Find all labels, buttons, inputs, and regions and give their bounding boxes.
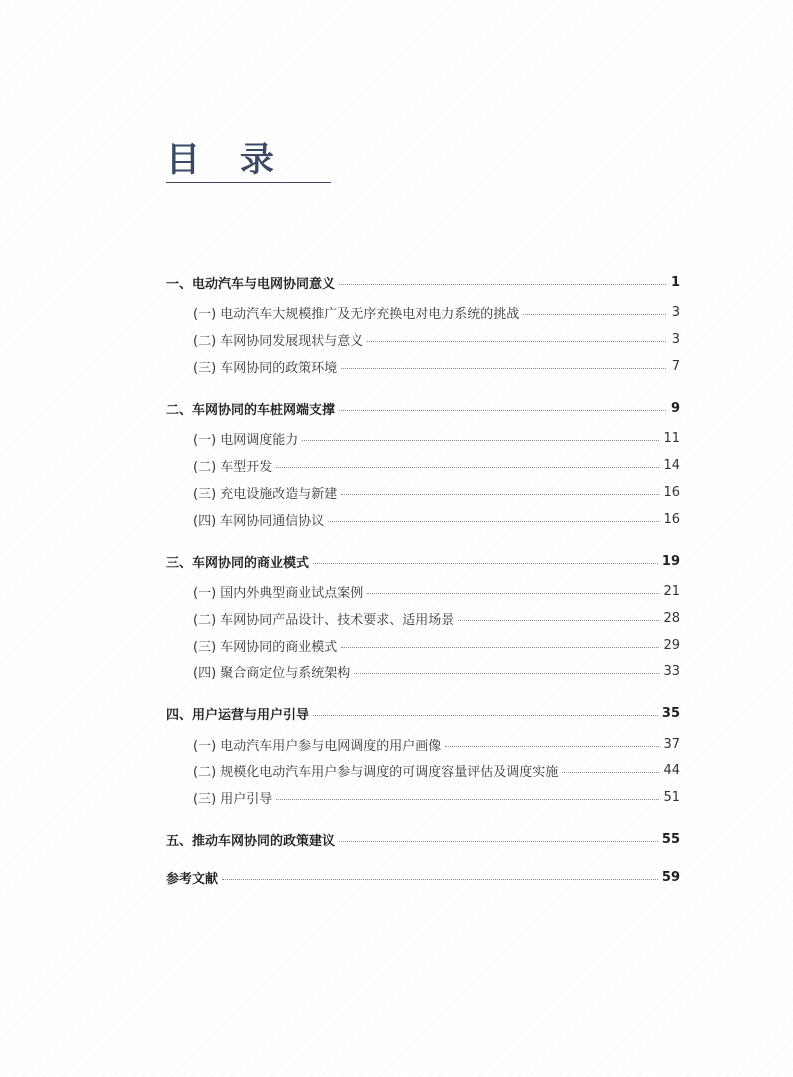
toc-entry-label: (一) 电动汽车用户参与电网调度的用户画像: [193, 738, 442, 754]
toc-entry-page: 29: [663, 637, 680, 653]
toc-entry-page: 59: [661, 869, 680, 885]
toc-entry-page: 51: [663, 789, 680, 805]
toc-entry-label: 四、用户运营与用户引导: [166, 707, 310, 723]
toc-entry-page: 14: [663, 457, 680, 473]
toc-entry[interactable]: [193, 453, 680, 477]
toc-entry-page: 44: [663, 762, 680, 778]
toc-entry-label: 一、电动汽车与电网协同意义: [166, 276, 336, 292]
dot-leader: [339, 410, 666, 411]
toc-entry-label: (一) 电动汽车大规模推广及无序充换电对电力系统的挑战: [193, 306, 520, 322]
dot-leader: [523, 314, 666, 315]
toc-entry[interactable]: [193, 785, 680, 809]
toc-entry-label: 五、推动车网协同的政策建议: [166, 833, 336, 849]
dot-leader: [354, 673, 659, 674]
toc-entry-label: (三) 用户引导: [193, 791, 273, 807]
dot-leader: [302, 440, 659, 441]
toc-entry[interactable]: [193, 659, 680, 683]
toc-entry-page: 33: [663, 663, 680, 679]
toc-entry-page: 1: [670, 274, 680, 290]
toc-entry[interactable]: [166, 827, 680, 851]
dot-leader: [458, 620, 659, 621]
toc-entry[interactable]: [193, 480, 680, 504]
toc-entry[interactable]: [166, 865, 680, 889]
dot-leader: [339, 284, 666, 285]
toc-entry-page: 3: [671, 331, 680, 347]
toc-entry-label: 参考文献: [166, 871, 219, 887]
toc-entry[interactable]: [166, 270, 680, 294]
toc-entry[interactable]: [166, 549, 680, 573]
dot-leader: [367, 593, 659, 594]
page-title: 目 录: [166, 140, 288, 180]
toc-entry[interactable]: [166, 701, 680, 725]
toc-entry-page: 16: [663, 511, 680, 527]
dot-leader: [341, 368, 666, 369]
toc-entry-label: (一) 电网调度能力: [193, 432, 299, 448]
toc-entry[interactable]: [166, 396, 680, 420]
toc-entry[interactable]: [193, 327, 680, 351]
dot-leader: [328, 521, 659, 522]
toc-entry-page: 3: [671, 304, 680, 320]
toc-entry[interactable]: [193, 354, 680, 378]
toc-entry-page: 11: [663, 430, 680, 446]
toc-entry-page: 9: [670, 400, 680, 416]
toc-entry[interactable]: [193, 579, 680, 603]
toc-entry-page: 7: [671, 358, 680, 374]
dot-leader: [341, 647, 659, 648]
toc-entry-page: 19: [661, 553, 680, 569]
toc-entry-page: 28: [663, 610, 680, 626]
toc-entry-page: 55: [661, 831, 680, 847]
dot-leader: [276, 799, 659, 800]
toc-entry[interactable]: [193, 300, 680, 324]
dot-leader: [445, 746, 659, 747]
toc-entry-label: (二) 规模化电动汽车用户参与调度的可调度容量评估及调度实施: [193, 764, 559, 780]
toc-entry-page: 16: [663, 484, 680, 500]
dot-leader: [313, 715, 658, 716]
dot-leader: [341, 494, 659, 495]
toc-entry[interactable]: [193, 633, 680, 657]
dot-leader: [313, 563, 658, 564]
title-underline: [166, 182, 331, 183]
toc-entry[interactable]: [193, 426, 680, 450]
toc-entry-label: (一) 国内外典型商业试点案例: [193, 585, 364, 601]
dot-leader: [339, 841, 658, 842]
toc-entry-label: (三) 充电设施改造与新建: [193, 486, 338, 502]
dot-leader: [222, 879, 658, 880]
toc-entry-label: (四) 聚合商定位与系统架构: [193, 665, 351, 681]
toc-entry-label: 二、车网协同的车桩网端支撑: [166, 402, 336, 418]
toc-entry-label: (二) 车网协同产品设计、技术要求、适用场景: [193, 612, 455, 628]
toc-entry[interactable]: [193, 732, 680, 756]
toc-entry-label: 三、车网协同的商业模式: [166, 555, 310, 571]
toc-entry-page: 37: [663, 736, 680, 752]
toc-entry-label: (三) 车网协同的商业模式: [193, 639, 338, 655]
toc-entry-label: (二) 车型开发: [193, 459, 273, 475]
toc-entry-label: (二) 车网协同发展现状与意义: [193, 333, 364, 349]
toc-entry-page: 35: [661, 705, 680, 721]
toc-entry-label: (四) 车网协同通信协议: [193, 513, 325, 529]
dot-leader: [276, 467, 659, 468]
dot-leader: [562, 772, 659, 773]
dot-leader: [367, 341, 666, 342]
toc-entry[interactable]: [193, 606, 680, 630]
toc-entry-page: 21: [663, 583, 680, 599]
toc-entry-label: (三) 车网协同的政策环境: [193, 360, 338, 376]
toc-entry[interactable]: [193, 758, 680, 782]
toc-entry[interactable]: [193, 507, 680, 531]
